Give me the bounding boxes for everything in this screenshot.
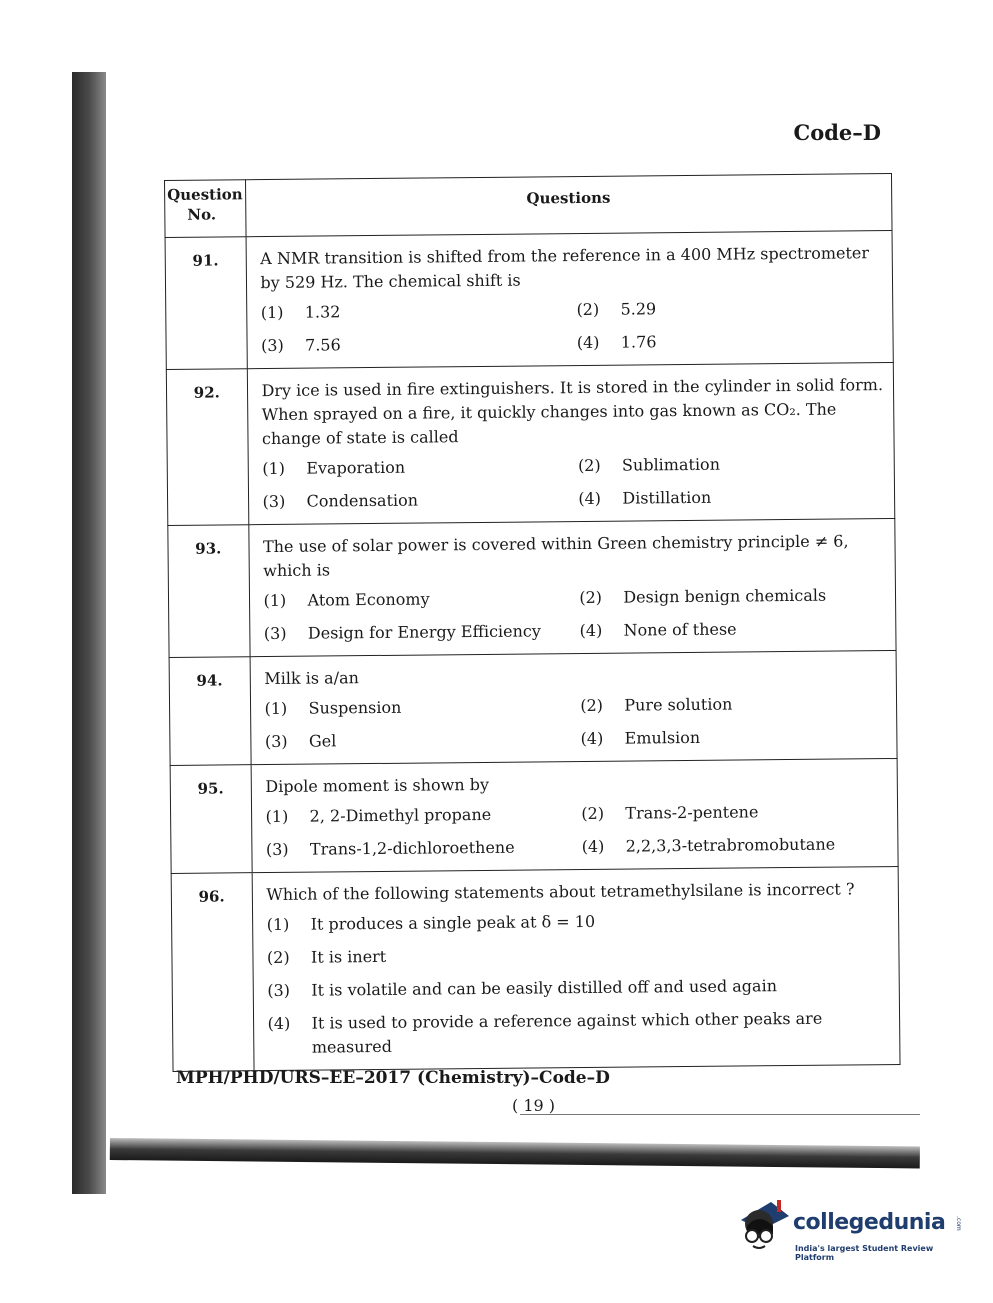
option-text: Distillation <box>622 487 712 508</box>
mascot-logo-icon <box>735 1196 793 1258</box>
question-text: Milk is a/an <box>264 668 359 689</box>
option-item <box>261 331 571 358</box>
option-text: It is volatile and can be easily distilled off and used again <box>311 976 778 1000</box>
table-header-row <box>165 174 893 238</box>
option-text: 1.32 <box>304 302 341 322</box>
question-row <box>166 363 894 526</box>
question-body <box>252 866 900 1070</box>
question-text: Dry ice is used in fire extinguishers. It is stored in the cylinder in solid form. When sprayed on a fire, it quickly changes into gas known as CO₂. The change of state is called <box>261 375 884 449</box>
option-text: Sublimation <box>621 454 721 475</box>
option-item <box>577 328 887 355</box>
option-item <box>580 691 890 718</box>
option-number: (3) <box>263 623 287 644</box>
options-list <box>266 799 892 862</box>
option-item <box>267 907 893 937</box>
option-number: (1) <box>265 806 289 827</box>
option-number: (3) <box>262 491 286 512</box>
footer-title: MPH/PHD/URS–EE–2017 (Chemistry)–Code–D <box>176 1068 610 1088</box>
question-number: 92. <box>166 369 248 526</box>
question-body <box>251 758 899 872</box>
option-item <box>266 835 576 862</box>
option-number: (3) <box>267 980 291 1001</box>
option-item <box>267 940 893 970</box>
option-item <box>262 487 572 514</box>
option-item <box>582 832 892 859</box>
question-text: Dipole moment is shown by <box>265 774 490 797</box>
questions-header: Questions <box>245 174 892 237</box>
option-text: 2,2,3,3-tetrabromobutane <box>625 834 836 856</box>
option-number: (2) <box>581 803 605 824</box>
option-item <box>578 484 888 511</box>
option-text: Emulsion <box>624 727 701 748</box>
option-number: (3) <box>264 731 288 752</box>
question-body <box>248 519 896 657</box>
option-number: (2) <box>580 695 604 716</box>
option-text: Condensation <box>306 490 419 511</box>
option-text: Pure solution <box>624 694 733 715</box>
options-list <box>267 907 894 1060</box>
option-text: It is used to provide a reference against which other peaks are measured <box>311 1008 823 1057</box>
option-item <box>579 583 889 610</box>
option-item <box>264 619 574 646</box>
option-number: (1) <box>262 458 286 479</box>
option-text: 5.29 <box>620 299 657 319</box>
option-number: (2) <box>579 587 603 608</box>
brand-name: collegedunia <box>793 1210 946 1235</box>
option-text: It is inert <box>310 946 387 967</box>
option-item <box>581 799 891 826</box>
option-text: Gel <box>308 731 337 751</box>
question-text: Which of the following statements about tetramethylsilane is incorrect ? <box>266 879 855 905</box>
options-list <box>261 295 887 358</box>
option-text: Trans-2-pentene <box>625 802 759 823</box>
option-number: (1) <box>264 698 288 719</box>
option-text: Design for Energy Efficiency <box>307 621 541 643</box>
question-body <box>250 650 898 764</box>
option-number: (4) <box>578 488 602 509</box>
option-number: (3) <box>265 839 289 860</box>
option-text: 1.76 <box>620 332 657 352</box>
option-item <box>267 1006 893 1060</box>
question-row <box>170 758 898 873</box>
option-text: Suspension <box>308 697 402 718</box>
option-number: (4) <box>267 1013 291 1034</box>
question-text: A NMR transition is shifted from the reference in a 400 MHz spectrometer by 529 Hz. The chemical shift is <box>260 243 870 293</box>
option-item <box>581 724 891 751</box>
option-text: Design benign chemicals <box>623 585 827 607</box>
option-text: Evaporation <box>306 457 406 478</box>
option-item <box>264 694 574 721</box>
collegedunia-watermark <box>735 1196 965 1266</box>
question-row <box>171 866 900 1071</box>
option-number: (1) <box>263 590 287 611</box>
options-list <box>262 451 888 514</box>
option-item <box>265 727 575 754</box>
question-row <box>169 650 897 765</box>
question-row <box>165 231 893 370</box>
scan-left-shadow <box>72 72 106 1194</box>
option-number: (4) <box>576 332 600 353</box>
option-text: It produces a single peak at δ = 10 <box>310 911 596 934</box>
option-item <box>578 451 888 478</box>
option-item <box>579 616 889 643</box>
question-body <box>247 363 895 525</box>
option-number: (1) <box>266 914 290 935</box>
question-body <box>246 231 894 369</box>
question-table <box>164 173 901 1072</box>
option-text: Trans-1,2-dichloroethene <box>309 837 515 859</box>
option-number: (4) <box>580 728 604 749</box>
question-number: 95. <box>170 765 252 874</box>
option-item <box>263 586 573 613</box>
option-text: Atom Economy <box>307 589 430 610</box>
question-number: 91. <box>165 237 247 370</box>
question-text: The use of solar power is covered within Green chemistry principle ≠ 6, which is <box>262 531 849 581</box>
brand-tagline: India's largest Student Review Platform <box>795 1244 934 1262</box>
option-item <box>262 454 572 481</box>
option-number: (2) <box>576 299 600 320</box>
question-number: 93. <box>168 525 250 658</box>
page-number: ( 19 ) <box>512 1096 556 1115</box>
paper-code: Code–D <box>793 120 881 145</box>
option-number: (4) <box>581 836 605 857</box>
option-item <box>267 973 893 1003</box>
brand-suffix: .com <box>955 1216 962 1231</box>
option-text: 7.56 <box>305 335 341 355</box>
question-number: 96. <box>171 873 253 1072</box>
options-list <box>264 691 890 754</box>
question-number: 94. <box>169 657 251 766</box>
option-number: (2) <box>577 455 601 476</box>
option-item <box>261 298 571 325</box>
option-number: (2) <box>266 947 290 968</box>
question-row <box>168 519 896 658</box>
option-text: None of these <box>623 619 737 640</box>
option-text: 2, 2-Dimethyl propane <box>309 804 492 826</box>
option-number: (1) <box>260 302 284 323</box>
option-number: (3) <box>261 335 284 356</box>
option-item <box>576 295 886 322</box>
option-number: (4) <box>579 620 603 641</box>
option-item <box>266 802 576 829</box>
bottom-rule <box>520 1114 920 1115</box>
question-no-header: Question No. <box>165 180 246 238</box>
options-list <box>263 583 889 646</box>
